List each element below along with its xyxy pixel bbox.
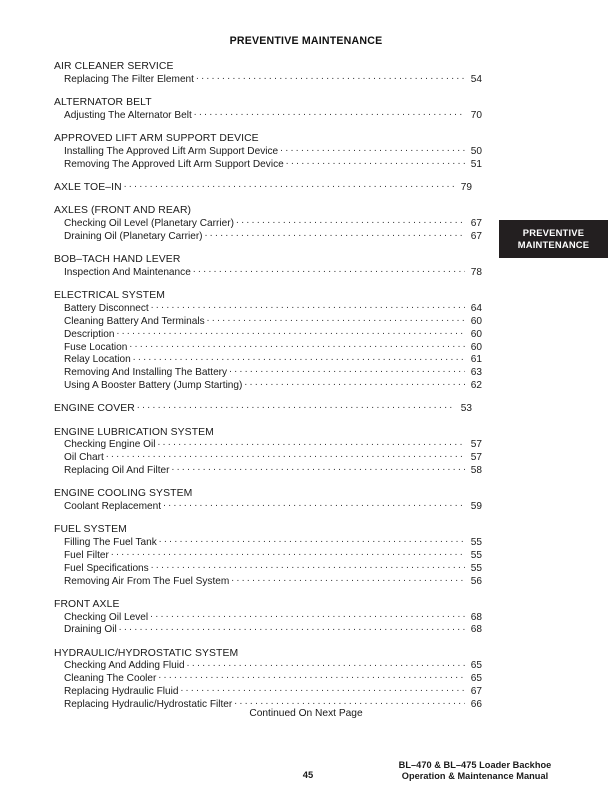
toc-entry-label: Coolant Replacement bbox=[64, 501, 162, 513]
dot-leader bbox=[234, 698, 465, 707]
table-of-contents bbox=[54, 60, 482, 711]
toc-heading-row[interactable] bbox=[54, 289, 472, 302]
toc-entry-row[interactable] bbox=[54, 611, 482, 624]
dot-leader bbox=[280, 145, 465, 154]
toc-heading-label: BOB–TACH HAND LEVER bbox=[54, 254, 181, 266]
dot-leader bbox=[121, 598, 455, 607]
toc-entry-row[interactable] bbox=[54, 659, 482, 672]
toc-entry-row[interactable] bbox=[54, 328, 482, 341]
dot-leader bbox=[261, 132, 455, 141]
dot-leader bbox=[231, 575, 465, 584]
toc-page-number: 55 bbox=[470, 562, 482, 574]
toc-page-number: 57 bbox=[470, 439, 482, 451]
toc-page-number: 51 bbox=[470, 158, 482, 170]
toc-entry-row[interactable] bbox=[54, 353, 482, 366]
dot-leader bbox=[154, 96, 455, 105]
continued-on-next-page-note: Continued On Next Page bbox=[249, 708, 363, 719]
toc-heading-row[interactable] bbox=[54, 598, 472, 611]
dot-leader bbox=[124, 181, 455, 190]
toc-entry-label: Battery Disconnect bbox=[64, 303, 149, 315]
toc-page-number: 60 bbox=[470, 315, 482, 327]
toc-entry-row[interactable] bbox=[54, 685, 482, 698]
toc-entry-label: Fuse Location bbox=[64, 341, 128, 353]
toc-entry-label: Checking Oil Level bbox=[64, 611, 149, 623]
toc-group bbox=[54, 598, 482, 636]
toc-heading-row[interactable] bbox=[54, 426, 472, 439]
toc-group bbox=[54, 253, 482, 279]
toc-page-number: 59 bbox=[470, 501, 482, 513]
toc-entry-label: Removing Air From The Fuel System bbox=[64, 575, 230, 587]
toc-heading-label: HYDRAULIC/HYDROSTATIC SYSTEM bbox=[54, 647, 239, 659]
index-tab-line-2: MAINTENANCE bbox=[517, 239, 590, 250]
dot-leader bbox=[129, 523, 455, 532]
toc-heading-row[interactable] bbox=[54, 96, 472, 109]
dot-leader bbox=[180, 685, 465, 694]
toc-page-number: 63 bbox=[470, 367, 482, 379]
dot-leader bbox=[286, 158, 465, 167]
dot-leader bbox=[193, 266, 465, 275]
toc-heading-label: ALTERNATOR BELT bbox=[54, 97, 152, 109]
toc-entry-label: Replacing The Filter Element bbox=[64, 73, 194, 85]
toc-entry-row[interactable] bbox=[54, 217, 482, 230]
toc-group bbox=[54, 181, 472, 194]
toc-heading-row[interactable] bbox=[54, 523, 472, 536]
dot-leader bbox=[111, 549, 465, 558]
toc-heading-label: FUEL SYSTEM bbox=[54, 524, 127, 536]
dot-leader bbox=[158, 672, 465, 681]
dot-leader bbox=[157, 438, 465, 447]
dot-leader bbox=[194, 487, 455, 496]
dot-leader bbox=[151, 562, 465, 571]
toc-group bbox=[54, 204, 482, 242]
dot-leader bbox=[207, 315, 465, 324]
dot-leader bbox=[196, 73, 465, 82]
dot-leader bbox=[205, 230, 465, 239]
toc-heading-row[interactable] bbox=[54, 132, 472, 145]
toc-heading-label: FRONT AXLE bbox=[54, 598, 120, 610]
toc-page-number: 62 bbox=[470, 379, 482, 391]
toc-page-number: 55 bbox=[470, 537, 482, 549]
toc-page-number: 50 bbox=[470, 145, 482, 157]
toc-heading-row[interactable] bbox=[54, 487, 472, 500]
toc-group bbox=[54, 96, 482, 122]
toc-entry-row[interactable] bbox=[54, 109, 482, 122]
toc-heading-label: APPROVED LIFT ARM SUPPORT DEVICE bbox=[54, 133, 259, 145]
toc-page-number: 66 bbox=[470, 698, 482, 710]
toc-entry-row[interactable] bbox=[54, 158, 482, 171]
dot-leader bbox=[176, 60, 455, 69]
toc-entry-label: Fuel Specifications bbox=[64, 562, 149, 574]
toc-entry-row[interactable] bbox=[54, 672, 482, 685]
toc-entry-label: Oil Chart bbox=[64, 452, 104, 464]
toc-page-number: 53 bbox=[460, 403, 472, 415]
dot-leader bbox=[163, 500, 465, 509]
dot-leader bbox=[159, 536, 465, 545]
dot-leader bbox=[240, 647, 455, 656]
toc-page-number: 61 bbox=[470, 354, 482, 366]
toc-group bbox=[54, 289, 482, 391]
toc-page-number: 58 bbox=[470, 464, 482, 476]
toc-entry-row[interactable] bbox=[54, 379, 482, 392]
toc-entry-label: Replacing Oil And Filter bbox=[64, 464, 170, 476]
toc-entry-label: Removing The Approved Lift Arm Support Device bbox=[64, 158, 284, 170]
toc-page-number: 67 bbox=[470, 218, 482, 230]
dot-leader bbox=[216, 426, 455, 435]
toc-entry-row[interactable] bbox=[54, 464, 482, 477]
footer-manual-line-1: BL–470 & BL–475 Loader Backhoe bbox=[398, 760, 552, 770]
toc-entry-label: Description bbox=[64, 328, 115, 340]
toc-page-number: 54 bbox=[470, 73, 482, 85]
toc-group bbox=[54, 60, 482, 86]
toc-entry-row[interactable] bbox=[54, 451, 482, 464]
toc-heading-label: AXLE TOE–IN bbox=[54, 182, 122, 194]
toc-entry-label: Checking Oil Level (Planetary Carrier) bbox=[64, 218, 234, 230]
toc-heading-row[interactable] bbox=[54, 204, 472, 217]
dot-leader bbox=[167, 289, 455, 298]
toc-page-number: 67 bbox=[470, 686, 482, 698]
toc-entry-label: Installing The Approved Lift Arm Support Device bbox=[64, 145, 279, 157]
toc-heading-label: ENGINE COVER bbox=[54, 403, 135, 415]
toc-group bbox=[54, 487, 482, 513]
toc-heading-row[interactable] bbox=[54, 647, 472, 660]
toc-heading-label: ENGINE LUBRICATION SYSTEM bbox=[54, 426, 214, 438]
toc-entry-label: Fuel Filter bbox=[64, 549, 109, 561]
toc-page-number: 78 bbox=[470, 267, 482, 279]
footer-page-number: 45 bbox=[302, 769, 314, 780]
toc-page-number: 57 bbox=[470, 452, 482, 464]
toc-page-number: 64 bbox=[470, 303, 482, 315]
toc-entry-row[interactable] bbox=[54, 562, 482, 575]
toc-group bbox=[54, 523, 482, 587]
toc-heading-label: AXLES (FRONT AND REAR) bbox=[54, 205, 192, 217]
toc-entry-label: Relay Location bbox=[64, 354, 131, 366]
toc-entry-label: Removing And Installing The Battery bbox=[64, 367, 228, 379]
toc-heading-row[interactable] bbox=[54, 402, 472, 415]
toc-heading-row[interactable] bbox=[54, 60, 472, 73]
dot-leader bbox=[187, 659, 465, 668]
dot-leader bbox=[236, 217, 465, 226]
toc-group bbox=[54, 647, 482, 711]
toc-entry-label: Replacing Hydraulic/Hydrostatic Filter bbox=[64, 698, 233, 710]
toc-page-number: 79 bbox=[460, 182, 472, 194]
toc-page-number: 55 bbox=[470, 549, 482, 561]
footer-manual-title bbox=[345, 760, 605, 782]
dot-leader bbox=[193, 204, 455, 213]
dot-leader bbox=[150, 611, 465, 620]
toc-entry-label: Draining Oil (Planetary Carrier) bbox=[64, 230, 203, 242]
toc-entry-row[interactable] bbox=[54, 549, 482, 562]
toc-group bbox=[54, 426, 482, 477]
dot-leader bbox=[229, 366, 465, 375]
toc-entry-label: Checking Engine Oil bbox=[64, 439, 156, 451]
toc-page-number: 70 bbox=[470, 109, 482, 121]
dot-leader bbox=[137, 402, 455, 411]
dot-leader bbox=[171, 464, 465, 473]
toc-entry-row[interactable] bbox=[54, 623, 482, 636]
toc-entry-row[interactable] bbox=[54, 145, 482, 158]
dot-leader bbox=[106, 451, 465, 460]
toc-heading-label: ELECTRICAL SYSTEM bbox=[54, 290, 166, 302]
toc-entry-label: Draining Oil bbox=[64, 624, 117, 636]
toc-heading-row[interactable] bbox=[54, 181, 472, 194]
toc-group bbox=[54, 402, 472, 415]
toc-page-number: 68 bbox=[470, 624, 482, 636]
dot-leader bbox=[182, 253, 455, 262]
toc-entry-label: Filling The Fuel Tank bbox=[64, 537, 157, 549]
toc-entry-label: Inspection And Maintenance bbox=[64, 267, 191, 279]
dot-leader bbox=[194, 109, 465, 118]
toc-entry-row[interactable] bbox=[54, 230, 482, 243]
toc-page-number: 67 bbox=[470, 230, 482, 242]
toc-page-number: 68 bbox=[470, 611, 482, 623]
toc-entry-row[interactable] bbox=[54, 438, 482, 451]
toc-entry-row[interactable] bbox=[54, 341, 482, 354]
toc-entry-row[interactable] bbox=[54, 315, 482, 328]
dot-leader bbox=[117, 328, 466, 337]
toc-entry-row[interactable] bbox=[54, 73, 482, 86]
toc-entry-label: Using A Booster Battery (Jump Starting) bbox=[64, 379, 243, 391]
toc-entry-label: Adjusting The Alternator Belt bbox=[64, 109, 192, 121]
toc-entry-row[interactable] bbox=[54, 575, 482, 588]
toc-page-number: 60 bbox=[470, 341, 482, 353]
toc-heading-label: ENGINE COOLING SYSTEM bbox=[54, 488, 193, 500]
index-tab-line-1: PREVENTIVE bbox=[522, 227, 585, 239]
toc-group bbox=[54, 132, 482, 170]
toc-entry-row[interactable] bbox=[54, 500, 482, 513]
toc-entry-label: Cleaning The Cooler bbox=[64, 673, 157, 685]
toc-heading-label: AIR CLEANER SERVICE bbox=[54, 61, 174, 72]
toc-entry-label: Replacing Hydraulic Fluid bbox=[64, 686, 179, 698]
dot-leader bbox=[151, 302, 465, 311]
page-title: PREVENTIVE MAINTENANCE bbox=[229, 35, 383, 47]
toc-page-number: 65 bbox=[470, 673, 482, 685]
toc-entry-row[interactable] bbox=[54, 302, 482, 315]
dot-leader bbox=[133, 353, 465, 362]
toc-entry-label: Cleaning Battery And Terminals bbox=[64, 315, 205, 327]
toc-heading-row[interactable] bbox=[54, 253, 472, 266]
toc-entry-row[interactable] bbox=[54, 266, 482, 279]
dot-leader bbox=[129, 341, 465, 350]
footer-manual-line-2: Operation & Maintenance Manual bbox=[401, 771, 549, 781]
toc-page-number: 65 bbox=[470, 660, 482, 672]
toc-page-number: 56 bbox=[470, 575, 482, 587]
toc-entry-row[interactable] bbox=[54, 536, 482, 549]
dot-leader bbox=[244, 379, 465, 388]
toc-entry-label: Checking And Adding Fluid bbox=[64, 660, 185, 672]
toc-page-number: 60 bbox=[470, 328, 482, 340]
index-tab-preventive-maintenance bbox=[499, 220, 608, 258]
toc-entry-row[interactable] bbox=[54, 366, 482, 379]
dot-leader bbox=[119, 623, 465, 632]
